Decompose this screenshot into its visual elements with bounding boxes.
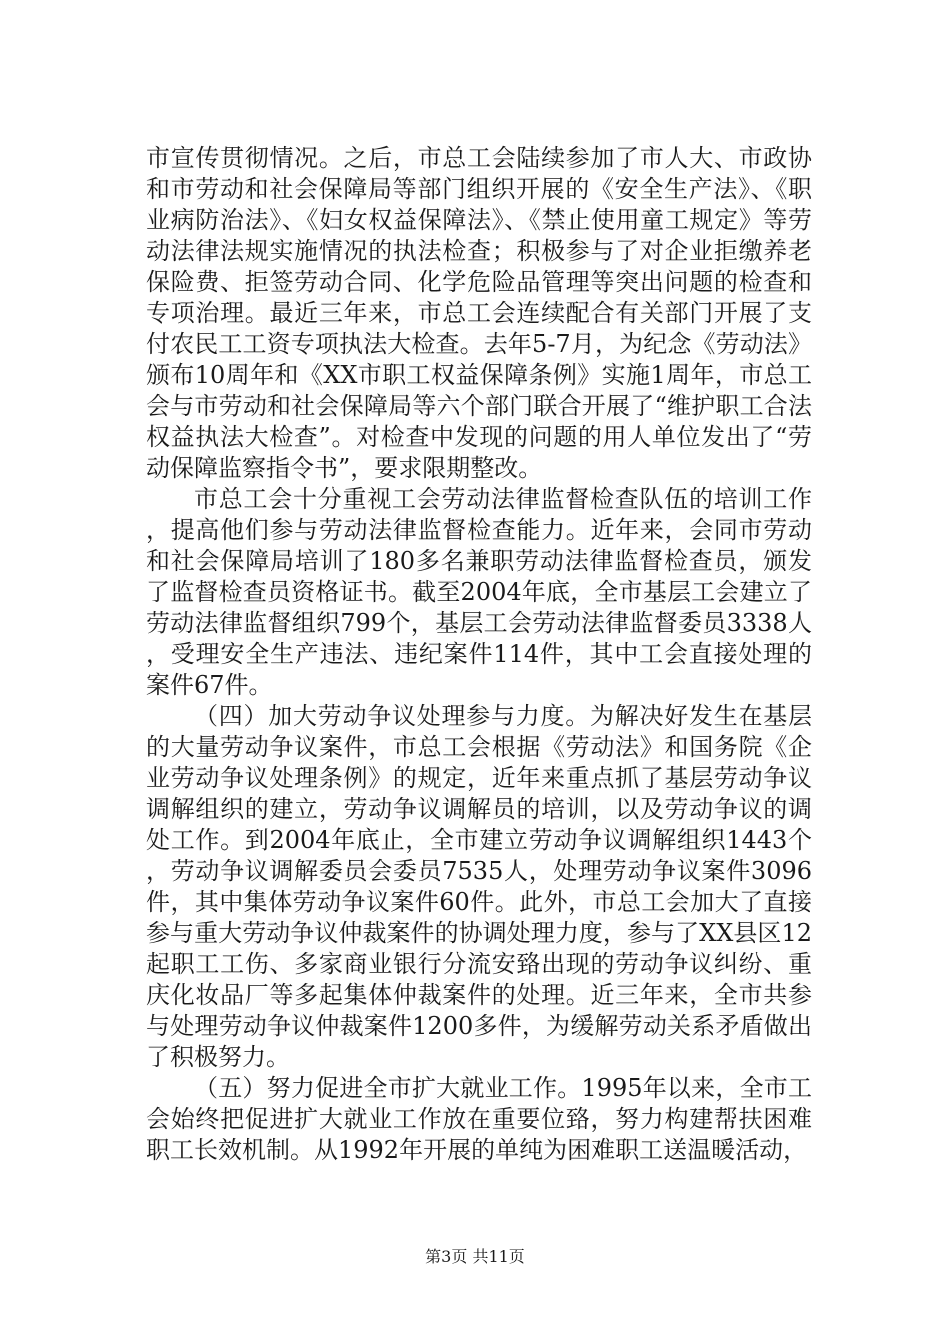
document-body bbox=[146, 143, 812, 1166]
page-number-footer: 第3页 共11页 bbox=[425, 1247, 525, 1266]
paragraph-3: （四）加大劳动争议处理参与力度。为解决好发生在基层的大量劳动争议案件，市总工会根据《劳动法》和国务院《企业劳动争议处理条例》的规定，近年来重点抓了基层劳动争议调解组织的建立，劳动争议调解员的培训，以及劳动争议的调处工作。到2004年底止，全市建立劳动争议调解组织1443个，劳动争议调解委员会委员7535人，处理劳动争议案件3096件，其中集体劳动争议案件60件。此外，市总工会加大了直接参与重大劳动争议仲裁案件的协调处理力度，参与了XX县区12起职工工伤、多家商业银行分流安臵出现的劳动争议纠纷、重庆化妆品厂等多起集体仲裁案件的处理。近三年来，全市共参与处理劳动争议仲裁案件1200多件，为缓解劳动关系矛盾做出了积极努力。 bbox=[146, 702, 812, 1071]
paragraph-1: 市宣传贯彻情况。之后，市总工会陆续参加了市人大、市政协和市劳动和社会保障局等部门组织开展的《安全生产法》、《职业病防治法》、《妇女权益保障法》、《禁止使用童工规定》等劳动法律法规实施情况的执法检查；积极参与了对企业拒缴养老保险费、拒签劳动合同、化学危险品管理等突出问题的检查和专项治理。最近三年来，市总工会连续配合有关部门开展了支付农民工工资专项执法大检查。去年5-7月，为纪念《劳动法》颁布10周年和《XX市职工权益保障条例》实施1周年，市总工会与市劳动和社会保障局等六个部门联合开展了“维护职工合法权益执法大检查”。对检查中发现的问题的用人单位发出了“劳动保障监察指令书”，要求限期整改。 bbox=[146, 144, 812, 482]
paragraph-2: 市总工会十分重视工会劳动法律监督检查队伍的培训工作，提高他们参与劳动法律监督检查能力。近年来，会同市劳动和社会保障局培训了180多名兼职劳动法律监督检查员，颁发了监督检查员资格证书。截至2004年底，全市基层工会建立了劳动法律监督组织799个，基层工会劳动法律监督委员3338人，受理安全生产违法、违纪案件114件，其中工会直接处理的案件67件。 bbox=[146, 485, 812, 699]
paragraph-4: （五）努力促进全市扩大就业工作。1995年以来，全市工会始终把促进扩大就业工作放在重要位臵，努力构建帮扶困难职工长效机制。从1992年开展的单纯为困难职工送温暖活动， bbox=[146, 1074, 812, 1164]
